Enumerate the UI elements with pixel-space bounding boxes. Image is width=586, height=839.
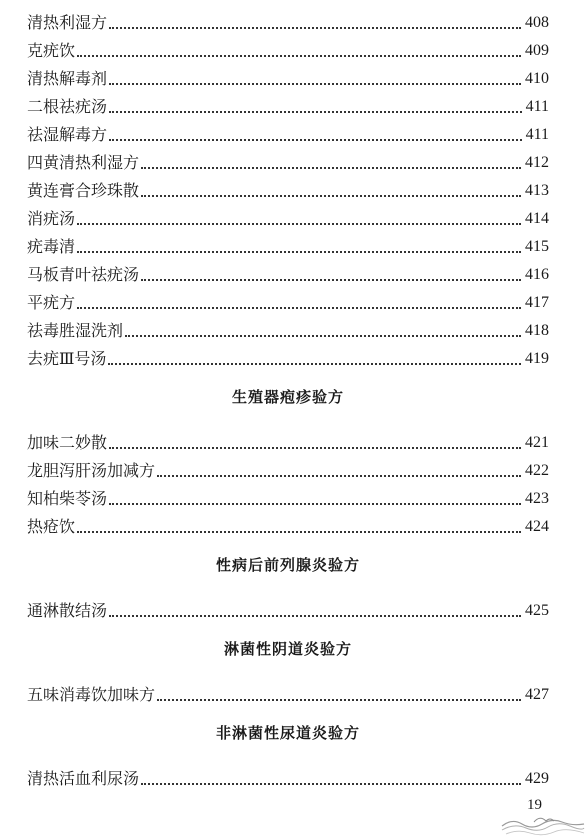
entry-title: 克疣饮	[27, 41, 76, 60]
entry-page-number: 411	[525, 98, 549, 115]
toc-entry[interactable]	[27, 33, 549, 61]
entry-title: 四黄清热利湿方	[27, 153, 140, 172]
wave-ornament-icon	[500, 812, 586, 839]
toc-entry[interactable]	[27, 481, 549, 509]
entry-title: 消疣汤	[27, 209, 76, 228]
page-number: 19	[527, 797, 542, 813]
entry-page-number: 410	[525, 70, 549, 87]
toc-entry[interactable]	[27, 229, 549, 257]
toc-entry[interactable]	[27, 89, 549, 117]
dot-leader	[109, 27, 521, 29]
entry-page-number: 411	[525, 126, 549, 143]
toc-entry[interactable]	[27, 453, 549, 481]
dot-leader	[77, 251, 521, 253]
entry-page-number: 422	[525, 462, 549, 479]
dot-leader	[109, 503, 521, 505]
entry-title: 热疮饮	[27, 517, 76, 536]
dot-leader	[141, 279, 521, 281]
entry-page-number: 409	[525, 42, 549, 59]
toc-entry[interactable]	[27, 313, 549, 341]
toc-entry[interactable]	[27, 5, 549, 33]
entry-page-number: 413	[525, 182, 549, 199]
toc-entry[interactable]	[27, 677, 549, 705]
toc-section	[27, 635, 549, 705]
dot-leader	[157, 475, 521, 477]
entry-page-number: 418	[525, 322, 549, 339]
entry-page-number: 421	[525, 434, 549, 451]
toc-entry[interactable]	[27, 145, 549, 173]
entry-title: 通淋散结汤	[27, 601, 108, 620]
entry-page-number: 417	[525, 294, 549, 311]
toc-entry[interactable]	[27, 117, 549, 145]
entry-title: 祛湿解毒方	[27, 125, 108, 144]
entry-title: 五味消毒饮加味方	[27, 685, 156, 704]
toc-entry[interactable]	[27, 425, 549, 453]
toc-entry[interactable]	[27, 285, 549, 313]
toc-section	[27, 719, 549, 789]
toc-entry[interactable]	[27, 593, 549, 621]
dot-leader	[77, 55, 521, 57]
section-heading: 生殖器疱疹验方	[231, 388, 344, 406]
dot-leader	[141, 783, 521, 785]
dot-leader	[141, 195, 521, 197]
toc-entry[interactable]	[27, 509, 549, 537]
entry-page-number: 423	[525, 490, 549, 507]
dot-leader	[125, 335, 521, 337]
toc-entry[interactable]	[27, 257, 549, 285]
table-of-contents	[27, 5, 549, 789]
dot-leader	[109, 615, 521, 617]
dot-leader	[77, 307, 521, 309]
entry-title: 龙胆泻肝汤加减方	[27, 461, 156, 480]
entry-title: 清热利湿方	[27, 13, 108, 32]
dot-leader	[109, 111, 522, 113]
section-heading: 淋菌性阴道炎验方	[223, 640, 352, 658]
entry-page-number: 419	[525, 350, 549, 367]
dot-leader	[77, 223, 521, 225]
entry-page-number: 414	[525, 210, 549, 227]
dot-leader	[77, 531, 521, 533]
entry-page-number: 412	[525, 154, 549, 171]
entry-title: 知柏柴苓汤	[27, 489, 108, 508]
toc-section	[27, 551, 549, 621]
toc-entry[interactable]	[27, 173, 549, 201]
entry-page-number: 425	[525, 602, 549, 619]
entry-title: 平疣方	[27, 293, 76, 312]
entry-title: 祛毒胜湿洗剂	[27, 321, 124, 340]
toc-entry[interactable]	[27, 761, 549, 789]
dot-leader	[109, 139, 522, 141]
entry-title: 清热活血利尿汤	[27, 769, 140, 788]
section-heading: 非淋菌性尿道炎验方	[215, 724, 360, 742]
toc-entry[interactable]	[27, 201, 549, 229]
toc-entry[interactable]	[27, 341, 549, 369]
toc-entry[interactable]	[27, 61, 549, 89]
entry-title: 二根祛疣汤	[27, 97, 108, 116]
entry-page-number: 429	[525, 770, 549, 787]
entry-page-number: 415	[525, 238, 549, 255]
entry-page-number: 427	[525, 686, 549, 703]
entry-title: 马板青叶祛疣汤	[27, 265, 140, 284]
dot-leader	[109, 83, 521, 85]
entry-page-number: 424	[525, 518, 549, 535]
entry-title: 去疣Ⅲ号汤	[27, 349, 107, 368]
entry-page-number: 408	[525, 14, 549, 31]
dot-leader	[109, 447, 521, 449]
dot-leader	[157, 699, 521, 701]
dot-leader	[108, 363, 521, 365]
entry-title: 黄连膏合珍珠散	[27, 181, 140, 200]
toc-section	[27, 383, 549, 537]
entry-title: 疣毒清	[27, 237, 76, 256]
dot-leader	[141, 167, 521, 169]
section-heading: 性病后前列腺炎验方	[215, 556, 360, 574]
entry-page-number: 416	[525, 266, 549, 283]
toc-section	[27, 5, 549, 369]
entry-title: 清热解毒剂	[27, 69, 108, 88]
entry-title: 加味二妙散	[27, 433, 108, 452]
